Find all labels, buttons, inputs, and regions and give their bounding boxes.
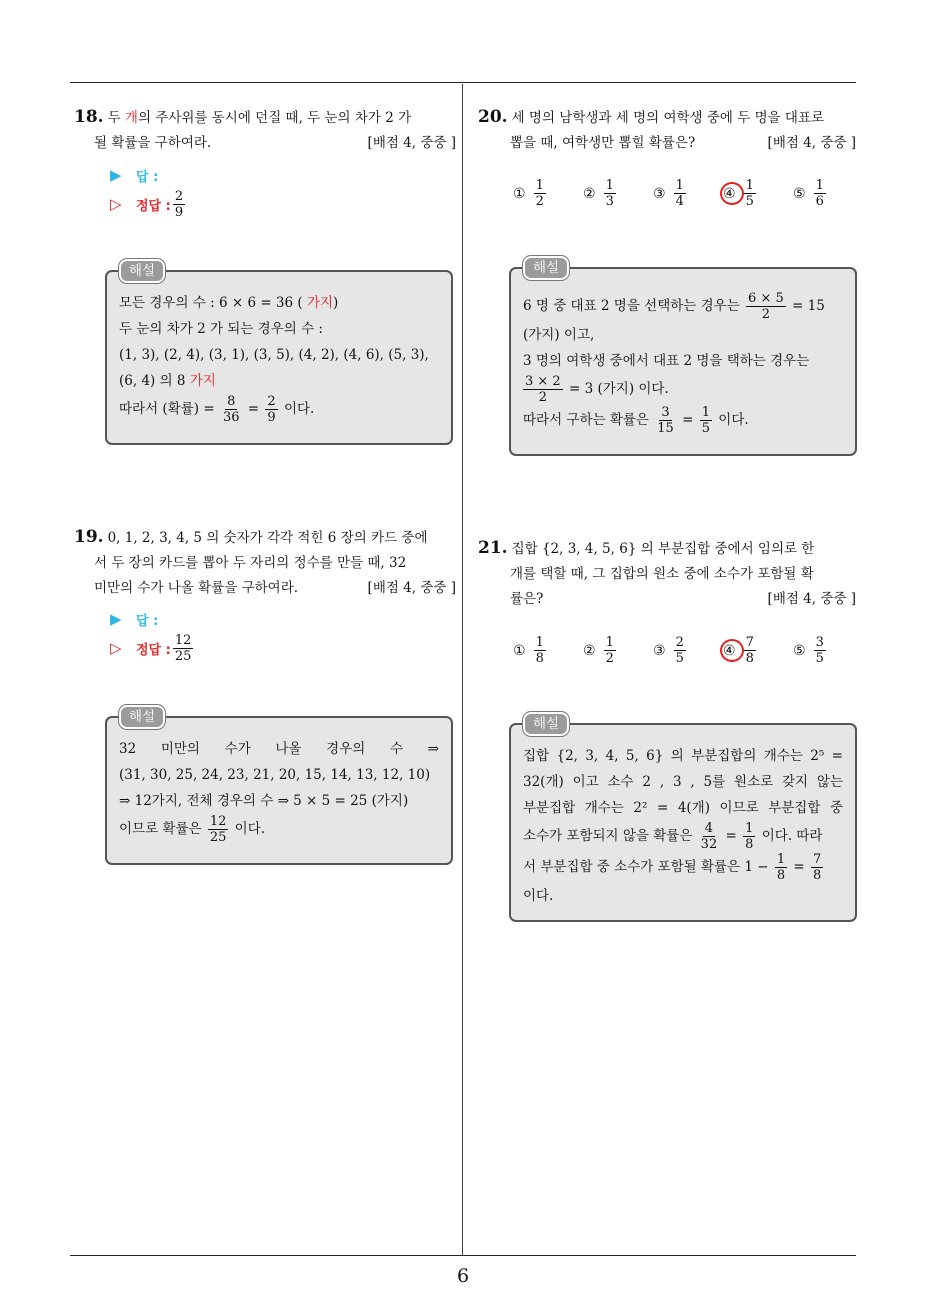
q20-line2: 뽑을 때, 여학생만 뽑힐 확률은? [배점 4, 중중 ]	[478, 131, 856, 156]
q18-exp-fraction2: $\frac{2}{9}$	[267, 394, 276, 425]
q21-choice-2[interactable]: ② $\frac{1}{2}$	[583, 635, 614, 666]
q21-explanation-box	[509, 716, 857, 922]
q19-line3: 미만의 수가 나올 확률을 구하여라. [배점 4, 중중 ]	[74, 576, 456, 601]
q20-line1: 20. 세 명의 남학생과 세 명의 여학생 중에 두 명을 대표로	[478, 107, 825, 127]
q20-exp-fraction1: $\frac{6 \times 5}{2}$	[748, 291, 784, 322]
play-outline-icon: ▷	[110, 639, 122, 657]
q20-choices	[513, 178, 863, 209]
q20-number: 20.	[478, 107, 508, 127]
q19-exp-line3: ⇒ 12가지, 전체 경우의 수 ⇒ 5 × 5 = 25 (가지)	[119, 793, 409, 809]
q21-exp-line4: 소수가 포함되지 않을 확률은 $\frac{4}{32}$ = $\frac{1}{8}$ 이다. 따라	[523, 821, 823, 852]
q19-answer-row[interactable]	[110, 608, 195, 630]
question-20	[478, 105, 856, 156]
q20-exp-fraction3: $\frac{3}{15}$	[657, 405, 674, 436]
q18-number: 18.	[74, 107, 104, 127]
question-21	[478, 536, 856, 612]
q20-exp-line5: 따라서 구하는 확률은 $\frac{3}{15}$ = $\frac{1}{5}$ 이다.	[523, 405, 749, 436]
q21-exp-fraction2: $\frac{1}{8}$	[745, 821, 754, 852]
q19-number: 19.	[74, 527, 104, 547]
q21-exp-fraction4: $\frac{7}{8}$	[813, 852, 822, 883]
q21-exp-line2: 32(개) 이고 소수 2 , 3 , 5를 원소로 갖지 않는	[523, 774, 843, 790]
q21-explanation-tag: 해설	[523, 712, 569, 736]
q18-exp-line5: 따라서 (확률) = $\frac{8}{36}$ = $\frac{2}{9}$ 이다.	[119, 394, 315, 425]
q20-explanation-box	[509, 260, 857, 456]
q19-explanation-tag: 해설	[119, 705, 165, 729]
q21-exp-fraction1: $\frac{4}{32}$	[700, 821, 718, 852]
q18-correct-fraction: $\frac{2}{9}$	[174, 188, 184, 220]
q21-line2: 개를 택할 때, 그 집합의 원소 중에 소수가 포함될 확	[510, 566, 814, 582]
q21-number: 21.	[478, 538, 508, 558]
q21-exp-line3: 부분집합 개수는 2² = 4(개) 이므로 부분집합 중	[523, 800, 843, 816]
q18-line1: 18. 두 개의 주사위를 동시에 던질 때, 두 눈의 차가 2 가	[74, 107, 412, 127]
q18-exp-line3: (1, 3), (2, 4), (3, 1), (3, 5), (4, 2), (4, 6), (5, 3),	[119, 347, 429, 363]
q18-exp-fraction1: $\frac{8}{36}$	[222, 394, 240, 425]
q19-explanation-box	[105, 709, 453, 865]
q21-meta: [배점 4, 중중 ]	[767, 591, 856, 607]
q21-exp-line1: 집합 {2, 3, 4, 5, 6} 의 부분집합의 개수는 2⁵ =	[523, 748, 843, 764]
page-number: 6	[456, 1265, 470, 1287]
q20-exp-line1: 6 명 중 대표 2 명을 선택하는 경우는 $\frac{6 \times 5}{2}$ = 15	[523, 291, 825, 322]
q19-meta: [배점 4, 중중 ]	[367, 580, 456, 596]
q20-exp-line3: 3 명의 여학생 중에서 대표 2 명을 택하는 경우는	[523, 353, 810, 369]
q20-exp-fraction2: $\frac{3 \times 2}{2}$	[525, 374, 561, 405]
q19-correct-label: 정답 :	[136, 642, 171, 658]
q19-exp-line1: 32 미만의 수가 나올 경우의 수 ⇒	[119, 741, 439, 757]
q20-exp-fraction4: $\frac{1}{5}$	[701, 405, 710, 436]
q20-choice-1[interactable]: ① $\frac{1}{2}$	[513, 178, 544, 209]
q18-meta: [배점 4, 중중 ]	[367, 135, 456, 151]
q21-line3: 률은? [배점 4, 중중 ]	[478, 587, 856, 612]
q21-choice-4-selected[interactable]: ④ $\frac{7}{8}$	[723, 635, 754, 666]
q20-choice-2[interactable]: ② $\frac{1}{3}$	[583, 178, 614, 209]
q19-exp-line4: 이므로 확률은 $\frac{12}{25}$ 이다.	[119, 814, 266, 845]
q18-answer-block	[110, 164, 187, 222]
q21-exp-line6: 이다.	[523, 888, 554, 904]
question-18	[74, 105, 456, 156]
bottom-rule	[70, 1255, 856, 1256]
q19-exp-line2: (31, 30, 25, 24, 23, 21, 20, 15, 14, 13, 12, 10)	[119, 767, 431, 783]
q18-correct-row	[110, 186, 187, 222]
play-outline-icon: ▷	[110, 195, 122, 213]
selected-circle-icon: ④	[723, 642, 736, 659]
q21-exp-fraction3: $\frac{1}{8}$	[776, 852, 786, 883]
q20-exp-line4: $\frac{3 \times 2}{2}$ = 3 (가지) 이다.	[525, 374, 669, 405]
q19-answer-block	[110, 608, 195, 666]
q21-exp-line5: 서 부분집합 중 소수가 포함될 확률은 1 − $\frac{1}{8}$ = $\frac{7}{8}$	[523, 852, 822, 883]
q19-correct-row	[110, 630, 195, 666]
q18-explanation-tag: 해설	[119, 259, 165, 283]
q19-exp-fraction: $\frac{12}{25}$	[209, 814, 227, 845]
q18-line2: 될 확률을 구하여라. [배점 4, 중중 ]	[74, 131, 456, 156]
q18-answer-row[interactable]	[110, 164, 187, 186]
q21-choice-3[interactable]: ③ $\frac{2}{5}$	[653, 635, 684, 666]
selected-circle-icon: ④	[723, 185, 736, 202]
q21-choice-5[interactable]: ⑤ $\frac{3}{5}$	[793, 635, 824, 666]
q20-exp-line2: (가지) 이고,	[523, 327, 595, 343]
q21-line1: 21. 집합 {2, 3, 4, 5, 6} 의 부분집합 중에서 임의로 한	[478, 538, 815, 558]
q20-choice-3[interactable]: ③ $\frac{1}{4}$	[653, 178, 684, 209]
q20-choice-5[interactable]: ⑤ $\frac{1}{6}$	[793, 178, 824, 209]
q18-exp-line1: 모든 경우의 수 : 6 × 6 = 36 ( 가지)	[119, 295, 339, 311]
q19-answer-label: 답 :	[136, 613, 159, 629]
q18-answer-label: 답 :	[136, 169, 159, 185]
q19-line1: 19. 0, 1, 2, 3, 4, 5 의 숫자가 각각 적힌 6 장의 카드 중에	[74, 527, 428, 547]
q20-explanation-tag: 해설	[523, 256, 569, 280]
column-divider	[462, 84, 463, 1256]
top-rule	[70, 82, 856, 83]
play-filled-icon: ▶	[110, 610, 122, 628]
q18-exp-line2: 두 눈의 차가 2 가 되는 경우의 수 :	[119, 321, 323, 337]
q19-correct-fraction: $\frac{12}{25}$	[174, 632, 192, 664]
q18-correct-label: 정답 :	[136, 198, 171, 214]
q19-line2: 서 두 장의 카드를 뽑아 두 자리의 정수를 만들 때, 32	[94, 555, 407, 571]
q20-meta: [배점 4, 중중 ]	[767, 135, 856, 151]
question-19	[74, 525, 456, 601]
q21-choice-1[interactable]: ① $\frac{1}{8}$	[513, 635, 544, 666]
play-filled-icon: ▶	[110, 166, 122, 184]
q18-explanation-box	[105, 263, 453, 445]
q20-choice-4-selected[interactable]: ④ $\frac{1}{5}$	[723, 178, 754, 209]
q18-exp-line4: (6, 4) 의 8 가지	[119, 373, 216, 389]
q21-choices	[513, 635, 863, 666]
